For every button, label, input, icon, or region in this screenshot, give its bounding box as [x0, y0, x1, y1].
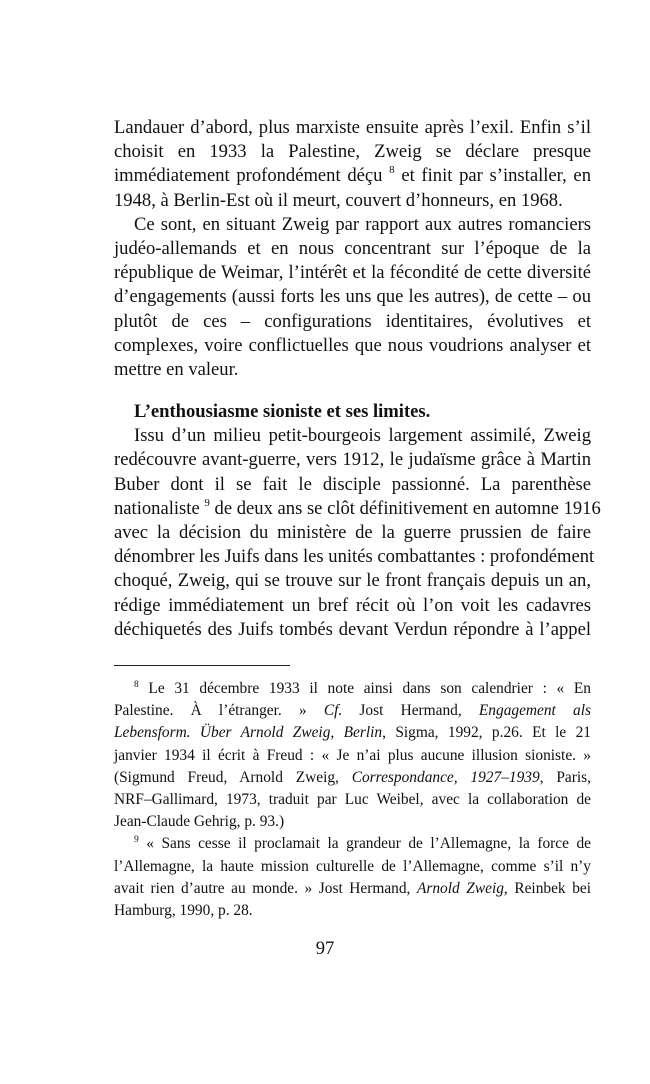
- text-run: Issu d’un milieu petit-bourgeois largement assimilé, Zweig: [134, 425, 591, 447]
- text-run: redécouvre avant-guerre, vers 1912, le judaïsme grâce à Martin: [114, 449, 591, 471]
- text-line: [114, 116, 591, 140]
- text-run: , Sigma, 1992, p.26. Et le 21: [382, 724, 592, 742]
- footnote-separator: [114, 665, 290, 666]
- section-heading: L’enthousiasme sioniste et ses limites.: [134, 401, 431, 423]
- text-run: Jost Hermand,: [342, 702, 479, 720]
- italic-text: Lebensform. Über Arnold Zweig, Berlin: [114, 724, 383, 742]
- text-run: immédiatement profondément déçu: [114, 165, 390, 187]
- text-run: nationaliste: [114, 497, 205, 519]
- text-run: 1948, à Berlin-Est où il meurt, couvert d’honneurs, en 1968.: [114, 189, 563, 211]
- text-run: rédige immédiatement un bref récit où l’on voit les cadavres: [114, 594, 591, 616]
- text-run: choisit en 1933 la Palestine, Zweig se déclare presque: [114, 141, 591, 163]
- text-run: janvier 1934 il écrit à Freud : « Je n’ai plus aucune illusion sioniste. »: [114, 746, 591, 764]
- footnote-line: [114, 811, 591, 833]
- italic-text: Engagement als: [478, 702, 591, 720]
- text-line: [114, 285, 591, 309]
- text-run: NRF–Gallimard, 1973, traduit par Luc Weibel, avec la collaboration de: [114, 790, 591, 808]
- text-line: [114, 261, 591, 285]
- text-run: (Sigmund Freud, Arnold Zweig,: [114, 768, 352, 786]
- text-line: [114, 521, 591, 545]
- footnote-line: [114, 789, 591, 811]
- text-line: [114, 545, 595, 569]
- text-run: Landauer d’abord, plus marxiste ensuite après l’exil. Enfin s’il: [114, 117, 591, 138]
- footnote-line: [114, 878, 591, 900]
- text-run: Hamburg, 1990, p. 28.: [114, 901, 253, 919]
- footnote-reference: 9: [204, 496, 210, 509]
- text-line: [114, 424, 591, 448]
- footnote-9: [114, 833, 591, 922]
- text-run: déchiquetés des Juifs tombés devant Verdun répondre à l’appel: [114, 618, 591, 640]
- text-run: judéo-allemands et en nous concentrant sur l’époque de la: [114, 237, 591, 259]
- text-line: [114, 164, 591, 188]
- text-run: et finit par s’installer, en: [394, 165, 591, 187]
- text-run: république de Weimar, l’intérêt et la fécondité de cette diversité: [114, 262, 591, 284]
- text-run: de deux ans se clôt définitivement en automne 1916: [209, 497, 601, 519]
- text-run: dénombrer les Juifs dans les unités combattantes : profondément: [114, 546, 595, 568]
- text-run: mettre en valeur.: [114, 358, 239, 380]
- text-line: [114, 334, 591, 358]
- text-line: [114, 569, 591, 593]
- text-line: [114, 213, 591, 237]
- text-line: [114, 473, 591, 497]
- text-run: Le 31 décembre 1933 il note ainsi dans son calendrier : « En: [138, 680, 591, 697]
- text-line: [114, 237, 591, 261]
- footnote-reference: 9: [134, 835, 139, 846]
- text-run: avec la décision du ministère de la guerre prussien de faire: [114, 522, 591, 543]
- footnote-line: [114, 856, 591, 878]
- paragraph: [114, 116, 591, 213]
- paragraphs-after-heading: [114, 424, 601, 642]
- text-run: l’Allemagne, la haute mission culturelle de l’Allemagne, comme s’il n’y: [114, 857, 591, 875]
- footnote-8: [114, 678, 591, 833]
- footnote-line: [114, 678, 591, 700]
- body-text: [114, 116, 601, 642]
- paragraphs-before-heading: [114, 116, 591, 382]
- text-line: [114, 618, 591, 642]
- text-run: avait rien d’autre au monde. » Jost Hermand,: [114, 879, 417, 897]
- italic-text: Correspondance, 1927–1939: [351, 768, 540, 786]
- footnote-line: [114, 722, 591, 744]
- footnotes: [114, 678, 591, 922]
- paragraph: [114, 213, 591, 382]
- text-run: « Sans cesse il proclamait la grandeur de l’Allemagne, la force de: [138, 835, 591, 853]
- footnote-reference: 8: [134, 680, 139, 690]
- text-run: choqué, Zweig, qui se trouve sur le front français depuis un an,: [114, 570, 591, 592]
- footnote-line: [114, 700, 591, 722]
- text-line: [114, 594, 591, 618]
- footnote-line: [114, 745, 591, 767]
- text-run: , Reinbek bei: [503, 879, 591, 897]
- paragraph: [114, 424, 601, 642]
- text-run: plutôt de ces – configurations identitaires, évolutives et: [114, 310, 591, 332]
- page-number: 97: [315, 938, 335, 959]
- text-line: [114, 140, 591, 164]
- italic-text: Arnold Zweig: [416, 879, 504, 897]
- footnote-line: [114, 767, 591, 789]
- text-line: [114, 358, 591, 382]
- text-run: complexes, voire conflictuelles que nous voudrions analyser et: [114, 334, 591, 356]
- footnote-reference: 8: [389, 164, 395, 177]
- text-run: , Paris,: [539, 768, 591, 786]
- text-line: [114, 448, 591, 472]
- text-run: Jean-Claude Gehrig, p. 93.): [114, 813, 285, 831]
- text-line: [114, 189, 591, 213]
- italic-text: Cf.: [323, 702, 343, 720]
- text-line: [114, 496, 601, 521]
- text-run: d’engagements (aussi forts les uns que les autres), de cette – ou: [114, 286, 591, 308]
- footnote-line: [114, 900, 591, 922]
- footnote-line: [114, 833, 591, 855]
- text-run: Palestine. À l’étranger. »: [114, 702, 324, 720]
- text-line: [114, 310, 591, 334]
- text-run: Buber dont il se fait le disciple passionné. La parenthèse: [114, 473, 591, 495]
- text-run: Ce sont, en situant Zweig par rapport aux autres romanciers: [134, 213, 591, 235]
